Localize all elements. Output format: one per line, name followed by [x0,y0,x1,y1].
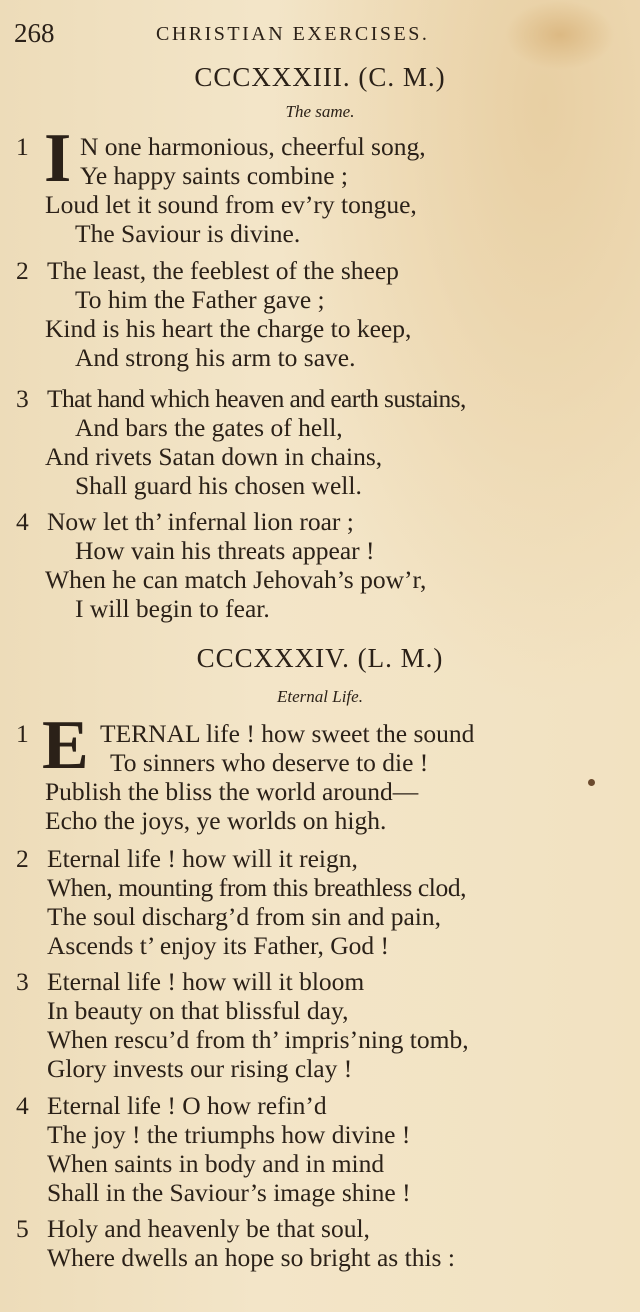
stanza-number: 3 [16,967,29,996]
verse-line: When saints in body and in mind [47,1149,385,1178]
verse-line: Holy and heavenly be that soul, [47,1214,370,1243]
verse-line: That hand which heaven and earth sustains, [47,384,466,413]
hymn-subtitle: The same. [285,102,355,121]
running-head: CHRISTIAN EXERCISES. [156,23,430,45]
verse-line: How vain his threats appear ! [75,536,375,565]
verse-line: Shall in the Saviour’s image shine ! [47,1178,411,1207]
hymn-subtitle: Eternal Life. [277,687,363,706]
verse-line: Shall guard his chosen well. [75,471,362,500]
page-header [14,18,614,50]
stanza-number: 4 [16,507,29,536]
page-number: 268 [14,18,55,48]
verse-line: The soul discharg’d from sin and pain, [47,902,441,931]
verse-line: Eternal life ! O how refin’d [47,1091,327,1120]
hymn-title: CCCXXXIII. (C. M.) [194,62,446,92]
verse-line: The least, the feeblest of the sheep [47,256,399,285]
verse-line: Kind is his heart the charge to keep, [45,314,412,343]
verse-line: When he can match Jehovah’s pow’r, [45,565,427,594]
verse-line: And strong his arm to save. [75,343,356,372]
stanza-number: 2 [16,844,29,873]
verse-line: Eternal life ! how will it bloom [47,967,365,996]
verse-line: And rivets Satan down in chains, [45,442,383,471]
verse-line: TERNAL life ! how sweet the sound [100,719,475,748]
stanza-number: 1 [16,132,29,161]
verse-line: Publish the bliss the world around— [45,777,419,806]
stanza-number: 3 [16,384,29,413]
stanza-number: 5 [16,1214,29,1243]
verse-line: Ascends t’ enjoy its Father, God ! [47,931,389,960]
verse-line: To him the Father gave ; [75,285,325,314]
hymn-title: CCCXXXIV. (L. M.) [196,643,444,673]
verse-line: Loud let it sound from ev’ry tongue, [45,190,417,219]
verse-line: The joy ! the triumphs how divine ! [47,1120,411,1149]
verse-line: Ye happy saints combine ; [80,161,348,190]
stanza-number: 2 [16,256,29,285]
verse-line: Now let th’ infernal lion roar ; [47,507,354,536]
drop-cap: I [44,120,72,197]
verse-line: Echo the joys, ye worlds on high. [45,806,387,835]
verse-line: To sinners who deserve to die ! [110,748,429,777]
verse-line: Glory invests our rising clay ! [47,1054,353,1083]
verse-line: Eternal life ! how will it reign, [47,844,358,873]
ink-speck [588,779,595,786]
verse-line: When, mounting from this breathless clod, [47,873,467,902]
verse-line: In beauty on that blissful day, [47,996,349,1025]
drop-cap: E [42,707,89,784]
verse-line: N one harmonious, cheerful song, [80,132,426,161]
verse-line: When rescu’d from th’ impris’ning tomb, [47,1025,469,1054]
stanza-number: 4 [16,1091,29,1120]
verse-line: I will begin to fear. [75,594,270,623]
verse-line: Where dwells an hope so bright as this : [47,1243,455,1272]
verse-line: The Saviour is divine. [75,219,301,248]
stanza-number: 1 [16,719,29,748]
verse-line: And bars the gates of hell, [75,413,343,442]
